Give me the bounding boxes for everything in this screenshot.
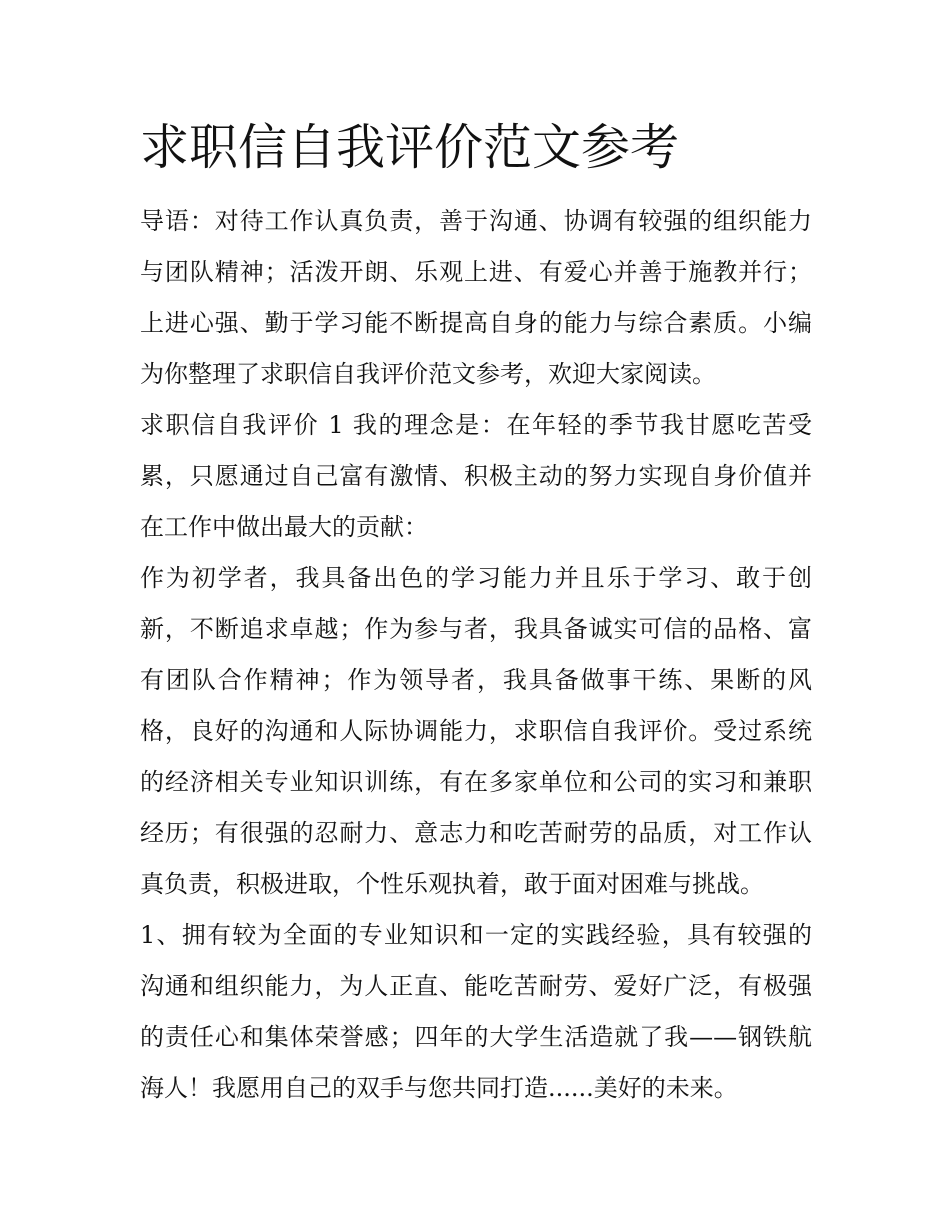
body-line: 沟通和组织能力，为人正直、能吃苦耐劳、爱好广泛，有极强: [140, 972, 812, 1000]
body-line: 格，良好的沟通和人际协调能力，求职信自我评价。受过系统: [140, 717, 812, 745]
body-line: 真负责，积极进取，个性乐观执着，敢于面对困难与挑战。: [140, 870, 764, 898]
document-title: 求职信自我评价范文参考: [140, 119, 680, 176]
body-line: 与团队精神；活泼开朗、乐观上进、有爱心并善于施教并行；: [140, 258, 812, 286]
body-line: 的责任心和集体荣誉感；四年的大学生活造就了我——钢铁航: [140, 1023, 812, 1051]
body-line: 1、拥有较为全面的专业知识和一定的实践经验，具有较强的: [140, 921, 812, 949]
body-line: 求职信自我评价 1 我的理念是：在年轻的季节我甘愿吃苦受: [140, 411, 812, 439]
body-line: 的经济相关专业知识训练，有在多家单位和公司的实习和兼职: [140, 768, 812, 796]
body-line: 上进心强、勤于学习能不断提高自身的能力与综合素质。小编: [140, 309, 812, 337]
body-line: 作为初学者，我具备出色的学习能力并且乐于学习、敢于创: [140, 564, 812, 592]
body-line: 海人！我愿用自己的双手与您共同打造......美好的未来。: [140, 1074, 738, 1102]
body-line: 在工作中做出最大的贡献：: [140, 513, 428, 541]
body-line: 新，不断追求卓越；作为参与者，我具备诚实可信的品格、富: [140, 615, 812, 643]
body-line: 为你整理了求职信自我评价范文参考，欢迎大家阅读。: [140, 360, 716, 388]
body-line: 有团队合作精神；作为领导者，我具备做事干练、果断的风: [140, 666, 812, 694]
document-body: [140, 196, 812, 1114]
body-line: 导语：对待工作认真负责，善于沟通、协调有较强的组织能力: [140, 207, 812, 235]
body-line: 经历；有很强的忍耐力、意志力和吃苦耐劳的品质，对工作认: [140, 819, 812, 847]
body-line: 累，只愿通过自己富有激情、积极主动的努力实现自身价值并: [140, 462, 812, 490]
